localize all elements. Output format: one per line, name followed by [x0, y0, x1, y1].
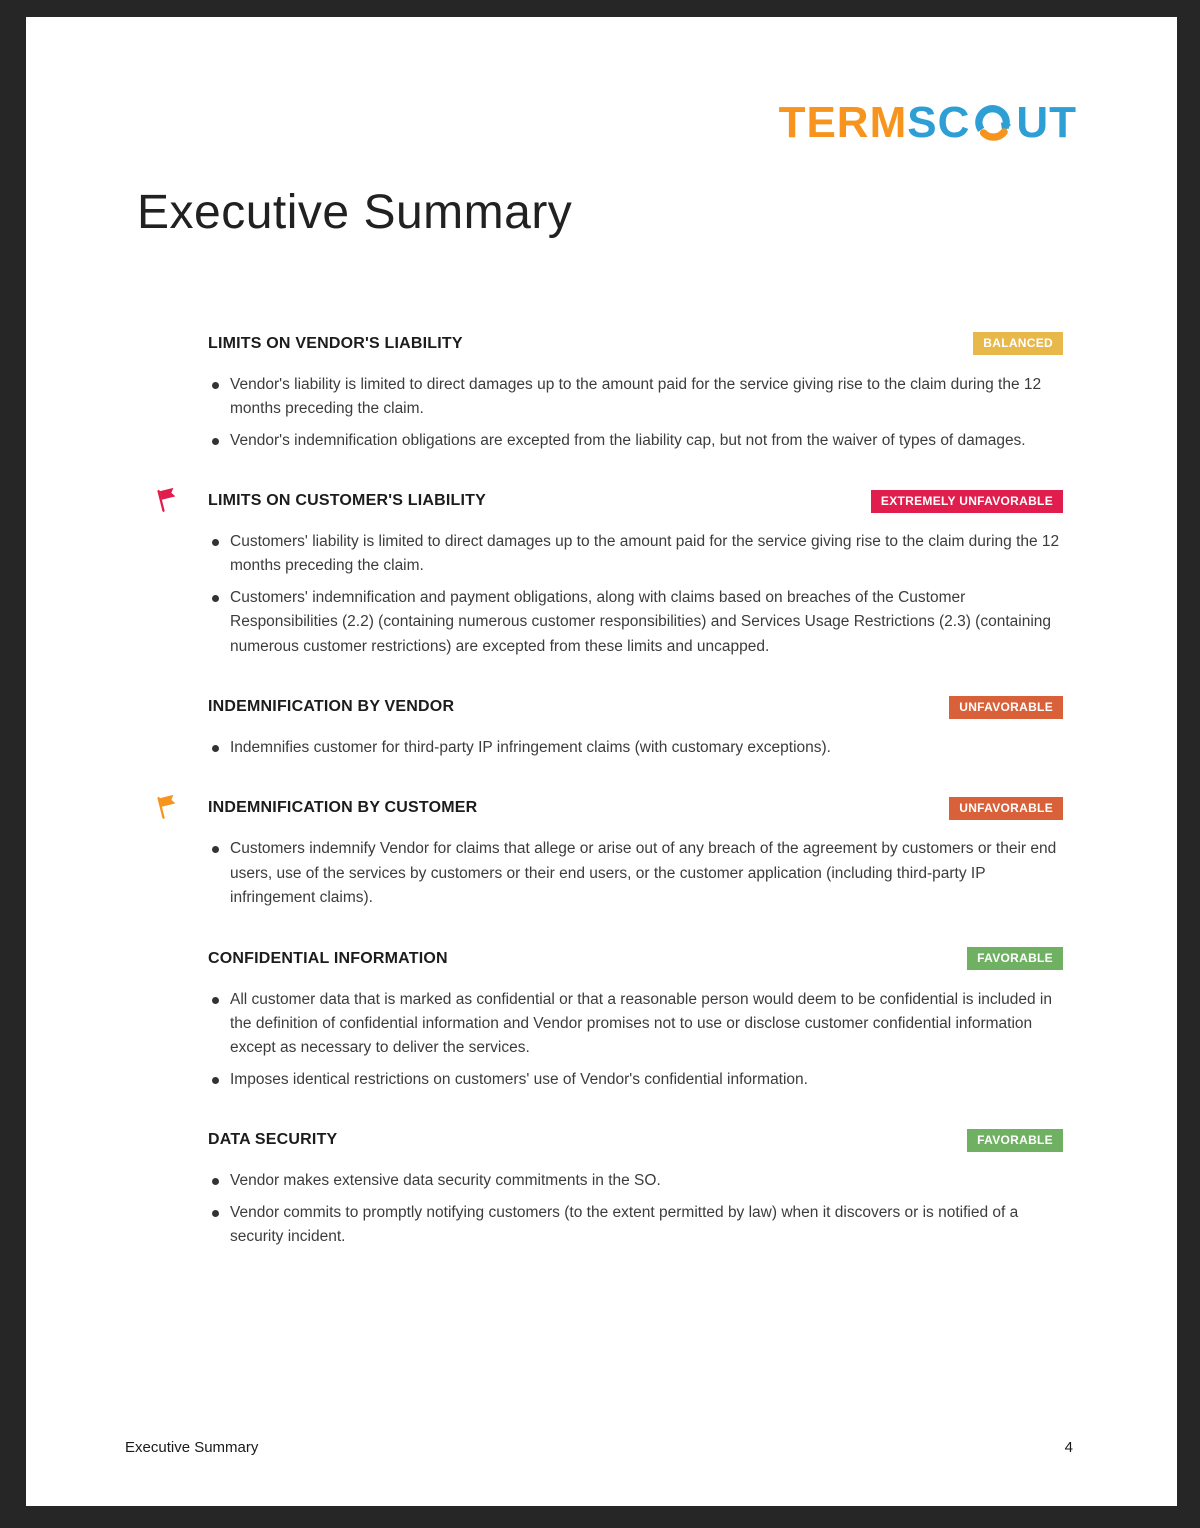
termscout-logo: [778, 98, 1077, 147]
bullet-list: [208, 530, 1063, 659]
bullet-list: [208, 988, 1063, 1093]
section-header: [208, 947, 1063, 971]
logo-text-sc: SC: [907, 98, 971, 147]
bullet-item: Indemnifies customer for third-party IP infringement claims (with customary exceptions).: [208, 736, 1063, 760]
section-header: [208, 1128, 1063, 1152]
logo-sync-icon: [970, 102, 1016, 144]
section-heading: LIMITS ON VENDOR'S LIABILITY: [208, 334, 463, 352]
bullet-list: [208, 837, 1063, 910]
section: [208, 489, 1063, 659]
bullet-list: [208, 1169, 1063, 1249]
logo-text-ut: UT: [1016, 98, 1077, 147]
section: [208, 796, 1063, 910]
section: [208, 695, 1063, 760]
section-heading: CONFIDENTIAL INFORMATION: [208, 949, 448, 967]
rating-badge: EXTREMELY UNFAVORABLE: [871, 490, 1063, 513]
bullet-list: [208, 736, 1063, 760]
orange-flag-icon: [152, 793, 179, 820]
page-footer: [125, 1439, 1073, 1456]
section: [208, 947, 1063, 1093]
logo-row: [26, 17, 1177, 145]
section-header: [208, 332, 1063, 356]
bullet-item: Customers indemnify Vendor for claims that allege or arise out of any breach of the agreement by customers or their end users, use of the services by customers or their end users, or the customer application (including third-party IP infringement claims).: [208, 837, 1063, 910]
bullet-item: Customers' liability is limited to direct damages up to the amount paid for the service giving rise to the claim during the 12 months preceding the claim.: [208, 530, 1063, 579]
bullet-item: Vendor commits to promptly notifying customers (to the extent permitted by law) when it discovers or is notified of a security incident.: [208, 1201, 1063, 1250]
sections-container: [208, 332, 1063, 1250]
red-flag-icon: [152, 486, 179, 513]
rating-badge: UNFAVORABLE: [949, 696, 1063, 719]
section-heading: INDEMNIFICATION BY VENDOR: [208, 698, 455, 716]
section-heading: DATA SECURITY: [208, 1131, 338, 1149]
page-title: Executive Summary: [137, 186, 573, 239]
section-header: [208, 695, 1063, 719]
bullet-item: All customer data that is marked as confidential or that a reasonable person would deem to be confidential is included in the definition of confidential information and Vendor promises not to use or disclose customer confidential information except as necessary to deliver the services.: [208, 988, 1063, 1061]
bullet-item: Vendor makes extensive data security commitments in the SO.: [208, 1169, 1063, 1193]
document-page: [26, 17, 1177, 1506]
bullet-item: Vendor's indemnification obligations are excepted from the liability cap, but not from the waiver of types of damages.: [208, 429, 1063, 453]
logo-text-term: TERM: [778, 98, 908, 147]
rating-badge: UNFAVORABLE: [949, 797, 1063, 820]
rating-badge: FAVORABLE: [967, 947, 1063, 970]
section: [208, 332, 1063, 453]
bullet-item: Customers' indemnification and payment obligations, along with claims based on breaches of the Customer Responsibilities (2.2) (containing numerous customer responsibilities) and Services Usage Restrictions (2.3) (containing numerous customer restrictions) are excepted from these limits and uncapped.: [208, 586, 1063, 659]
section-header: [208, 796, 1063, 820]
rating-badge: BALANCED: [973, 332, 1063, 355]
bullet-item: Vendor's liability is limited to direct damages up to the amount paid for the service giving rise to the claim during the 12 months preceding the claim.: [208, 373, 1063, 422]
section: [208, 1128, 1063, 1249]
bullet-list: [208, 373, 1063, 453]
section-heading: LIMITS ON CUSTOMER'S LIABILITY: [208, 492, 486, 510]
rating-badge: FAVORABLE: [967, 1129, 1063, 1152]
bullet-item: Imposes identical restrictions on customers' use of Vendor's confidential information.: [208, 1068, 1063, 1092]
footer-section-label: Executive Summary: [125, 1439, 259, 1456]
section-heading: INDEMNIFICATION BY CUSTOMER: [208, 799, 478, 817]
section-header: [208, 489, 1063, 513]
footer-page-number: 4: [1064, 1439, 1073, 1456]
